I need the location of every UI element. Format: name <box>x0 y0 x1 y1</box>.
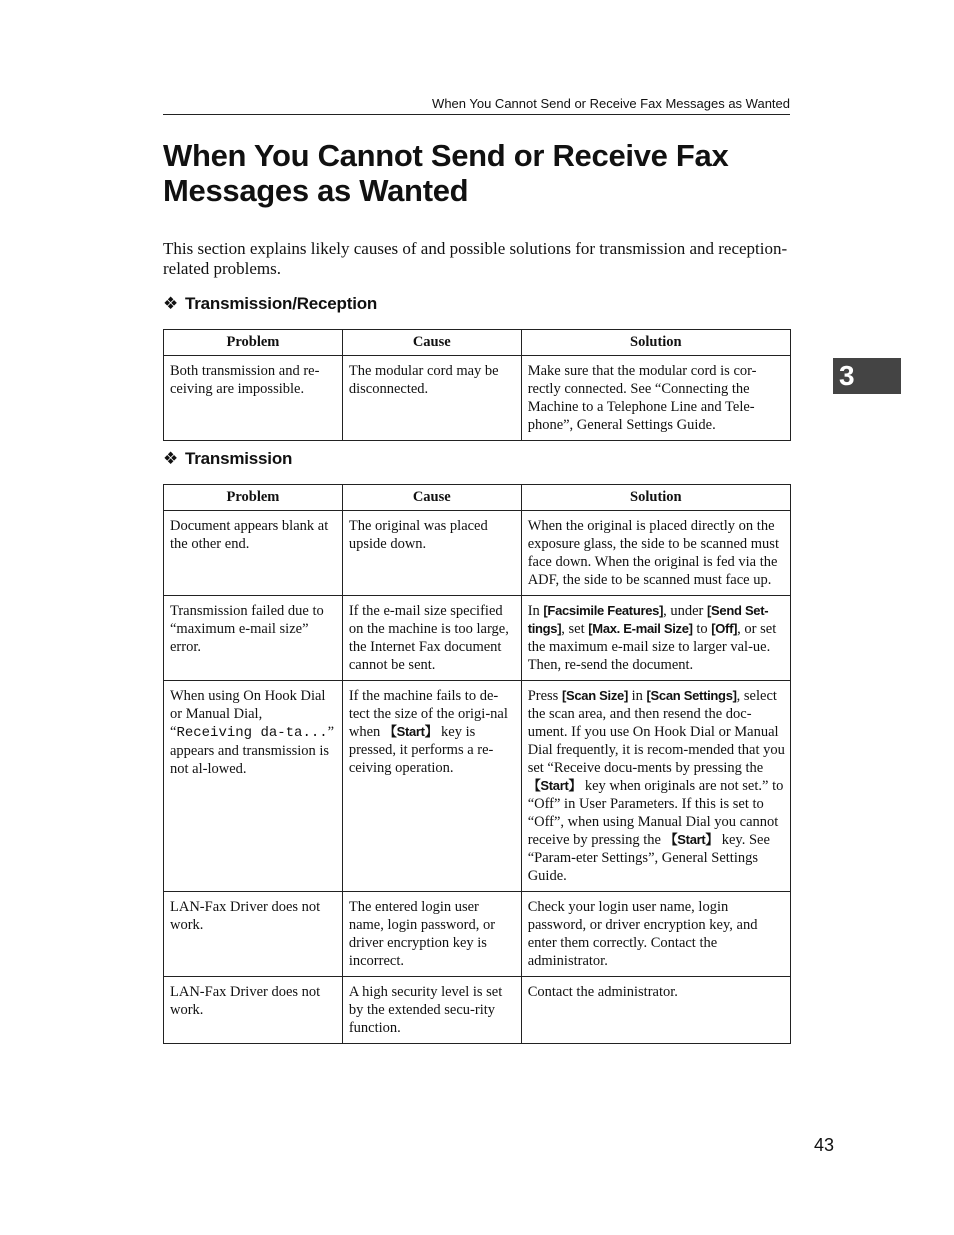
header-solution: Solution <box>521 485 790 511</box>
problem-cell: LAN-Fax Driver does not work. <box>164 977 343 1044</box>
ui-label: [Off] <box>711 621 738 636</box>
text-run: , or set the maximum e-mail size to larger val-ue. Then, re-send the document. <box>527 621 777 673</box>
text-run: If the machine fails to de-tect the size of the origi-nal when <box>348 688 508 740</box>
table-row <box>164 596 791 681</box>
table-row <box>164 356 791 441</box>
ui-label: 【Start】 <box>383 724 438 739</box>
text-run: in <box>628 688 647 704</box>
header-problem: Problem <box>164 330 343 356</box>
section-heading-label: Transmission <box>185 449 293 468</box>
problem-cell: Transmission failed due to “maximum e-mail size” error. <box>164 596 343 681</box>
solution-cell: Check your login user name, login password, or driver encryption key, and enter them correctly. Contact the administrator. <box>521 892 790 977</box>
solution-cell: Make sure that the modular cord is cor-rectly connected. See “Connecting the Machine to a Telephone Line and Tele-phone”, General Settings Guide. <box>521 356 790 441</box>
text-run: to <box>692 621 712 637</box>
table-row <box>164 892 791 977</box>
table-row <box>164 977 791 1044</box>
text-run: Press <box>527 688 562 704</box>
problem-cell: Both transmission and re-ceiving are impossible. <box>164 356 343 441</box>
intro-paragraph: This section explains likely causes of and possible solutions for transmission and reception-related problems. <box>163 239 788 278</box>
running-head: When You Cannot Send or Receive Fax Messages as Wanted <box>163 96 790 115</box>
header-solution: Solution <box>521 330 790 356</box>
solution-cell <box>521 596 790 681</box>
table-header-row <box>164 330 791 356</box>
ui-label: 【Start】 <box>527 778 582 793</box>
header-cause: Cause <box>342 330 521 356</box>
ui-label: [Scan Size] <box>561 688 628 703</box>
cause-cell: The entered login user name, login password, or driver encryption key is incorrect. <box>342 892 521 977</box>
display-message: Receiving da-ta... <box>176 725 328 741</box>
ui-label: 【Start】 <box>664 832 719 847</box>
chapter-tab: 3 <box>833 358 901 394</box>
cause-cell <box>342 681 521 892</box>
page-title: When You Cannot Send or Receive Fax Messages as Wanted <box>163 138 729 208</box>
text-run: key. See “Param-eter Settings”, General Settings Guide. <box>527 832 770 884</box>
transmission-table <box>163 484 791 1044</box>
transmission-reception-table <box>163 329 791 441</box>
table-row <box>164 681 791 892</box>
table-row <box>164 511 791 596</box>
diamond-bullet-icon: ❖ <box>163 294 179 313</box>
text-run: , select the scan area, and then resend the doc-ument. If you use On Hook Dial or Manual Dial frequently, it is recom-mended that you set “Receive docu-ments by pressing the <box>527 688 785 776</box>
cause-cell: A high security level is set by the extended secu-rity function. <box>342 977 521 1044</box>
section-heading-transmission <box>163 449 292 469</box>
ui-label: [Facsimile Features] <box>543 603 664 618</box>
text-run: , set <box>561 621 589 637</box>
problem-cell <box>164 681 343 892</box>
text-run: , under <box>663 603 708 619</box>
header-problem: Problem <box>164 485 343 511</box>
table-header-row <box>164 485 791 511</box>
section-heading-label: Transmission/Reception <box>185 294 378 313</box>
text-run: In <box>527 603 544 619</box>
header-cause: Cause <box>342 485 521 511</box>
ui-label: [Scan Settings] <box>646 688 737 703</box>
solution-cell: Contact the administrator. <box>521 977 790 1044</box>
cause-cell: The modular cord may be disconnected. <box>342 356 521 441</box>
text-run: ” appears and transmission is not al-lowed. <box>170 724 335 777</box>
diamond-bullet-icon: ❖ <box>163 449 179 468</box>
cause-cell: The original was placed upside down. <box>342 511 521 596</box>
cause-cell: If the e-mail size specified on the machine is too large, the Internet Fax document cannot be sent. <box>342 596 521 681</box>
problem-cell: Document appears blank at the other end. <box>164 511 343 596</box>
text-run: key when originals are not set.” to “Off” in User Parameters. If this is set to “Off”, when using Manual Dial you cannot receive by pressing the <box>527 778 784 848</box>
section-heading-transmission-reception <box>163 294 377 314</box>
page-number: 43 <box>813 1135 834 1155</box>
ui-label: [Send Set-tings] <box>527 603 769 636</box>
solution-cell: When the original is placed directly on the exposure glass, the side to be scanned must face down. When the original is fed via the ADF, the side to be scanned must face up. <box>521 511 790 596</box>
text-run: When using On Hook Dial or Manual Dial, “ <box>170 688 326 740</box>
text-run: key is pressed, it performs a re-ceiving operation. <box>348 724 494 776</box>
solution-cell <box>521 681 790 892</box>
ui-label: [Max. E-mail Size] <box>588 621 693 636</box>
problem-cell: LAN-Fax Driver does not work. <box>164 892 343 977</box>
